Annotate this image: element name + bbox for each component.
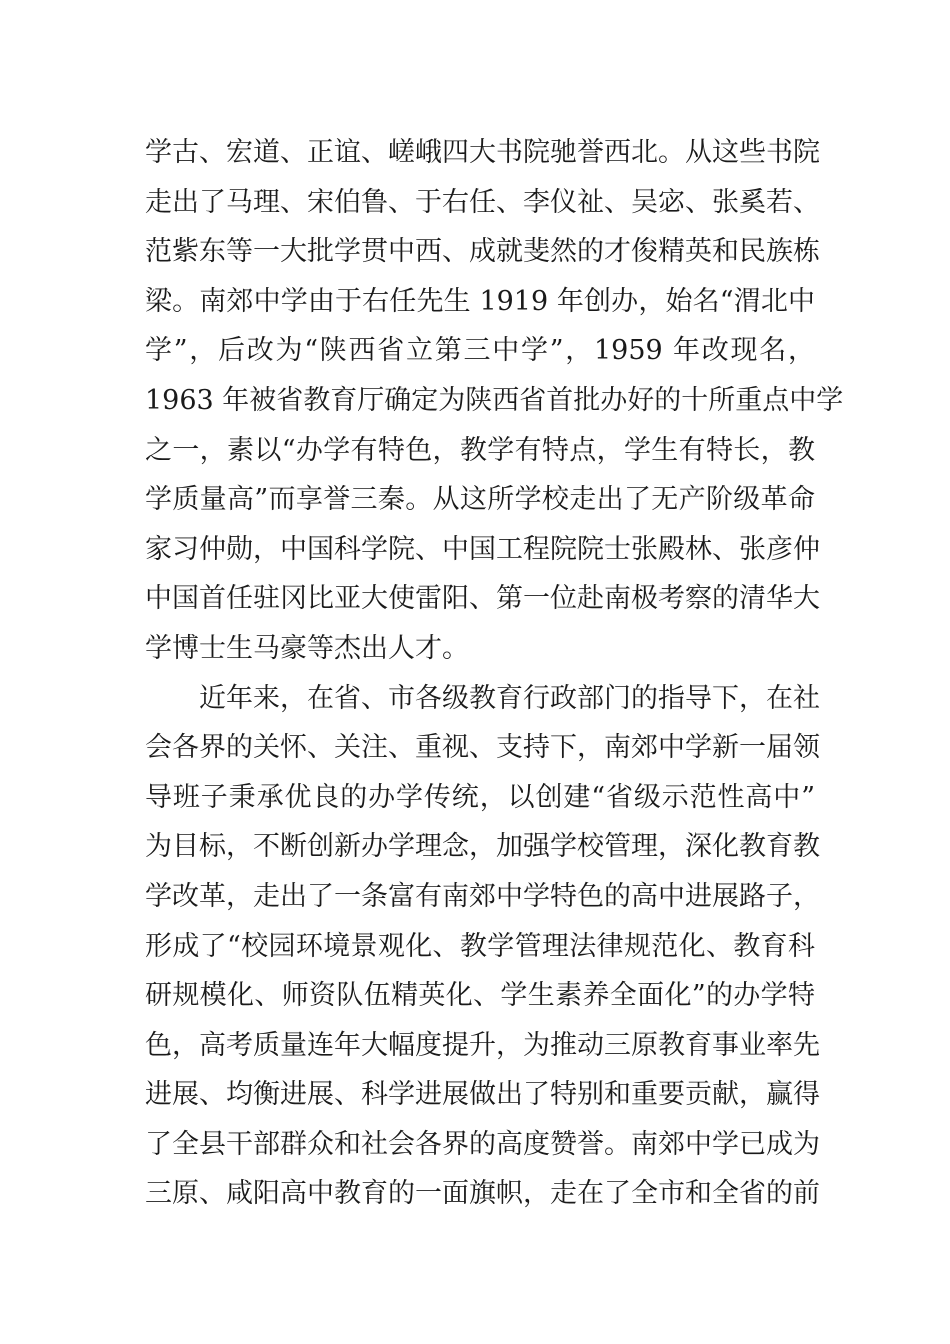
text-line: 了全县干部群众和社会各界的高度赞誉。南郊中学已成为 <box>145 1128 820 1160</box>
text-line: 形成了“校园环境景观化、教学管理法律规范化、教育科 <box>145 930 815 962</box>
text-line: 色，高考质量连年大幅度提升，为推动三原教育事业率先 <box>145 1029 820 1061</box>
text-line: 走出了马理、宋伯鲁、于右任、李仪祉、吴宓、张奚若、 <box>145 186 820 218</box>
body-text <box>145 128 844 1219</box>
text-line: 研规模化、师资队伍精英化、学生素养全面化”的办学特 <box>145 980 815 1012</box>
text-line: 为目标，不断创新办学理念，加强学校管理，深化教育教 <box>145 831 820 863</box>
text-line: 范紫东等一大批学贯中西、成就斐然的才俊精英和民族栋 <box>145 236 820 268</box>
paragraph-last-line: 学博士生马豪等杰出人才。 <box>145 632 469 664</box>
paragraph-first-line: 近年来，在省、市各级教育行政部门的指导下，在社 <box>199 682 820 714</box>
text-line: 学改革，走出了一条富有南郊中学特色的高中进展路子， <box>145 880 820 912</box>
text-line: 导班子秉承优良的办学传统，以创建“省级示范性高中” <box>145 781 815 813</box>
text-line: 会各界的关怀、关注、重视、支持下，南郊中学新一届领 <box>145 732 820 764</box>
text-line: 之一，素以“办学有特色，教学有特点，学生有特长，教 <box>145 434 815 466</box>
text-line: 梁。南郊中学由于右任先生 1919 年创办，始名“渭北中 <box>145 285 815 317</box>
text-line: 学”，后改为“陕西省立第三中学”，1959 年改现名， <box>145 335 815 367</box>
text-line: 1963 年被省教育厅确定为陕西省首批办好的十所重点中学 <box>145 384 844 416</box>
text-line: 家习仲勋，中国科学院、中国工程院院士张殿林、张彦仲 <box>145 533 820 565</box>
text-line: 进展、均衡进展、科学进展做出了特别和重要贡献，赢得 <box>145 1079 820 1111</box>
text-line: 学古、宏道、正谊、嵯峨四大书院驰誉西北。从这些书院 <box>145 137 820 168</box>
text-line: 中国首任驻冈比亚大使雷阳、第一位赴南极考察的清华大 <box>145 583 820 615</box>
text-line: 学质量高”而享誉三秦。从这所学校走出了无产阶级革命 <box>145 484 815 516</box>
text-line: 三原、咸阳高中教育的一面旗帜，走在了全市和全省的前 <box>145 1178 820 1210</box>
